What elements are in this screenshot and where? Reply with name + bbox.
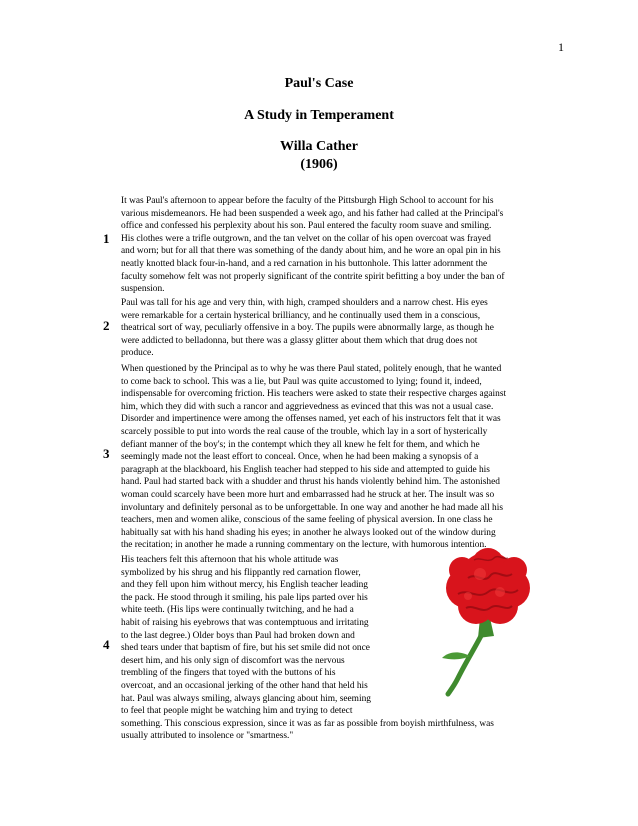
text-line: seemingly made not the least effort to conceal. Once, when he had been making a synopsis of a: [121, 452, 479, 463]
author-name: Willa Cather: [280, 139, 358, 154]
text-line: indispensable for overcoming friction. His teachers were asked to state their respective charges against: [121, 389, 507, 400]
text-line: involuntary and definitely personal as to be unforgettable. In one way and another he had made all his: [121, 502, 503, 513]
text-line: trembling of the fingers that toyed with the buttons of his: [121, 668, 336, 679]
text-line: to feel that people might be watching him and trying to detect: [121, 706, 353, 717]
text-line: office and confessed his perplexity about his son. Paul entered the faculty room suave and smiling.: [121, 221, 492, 232]
text-line: the recitation; in another he made a running commentary on the lecture, with humorous intention.: [121, 540, 487, 551]
text-line: white teeth. (His lips were continually twitching, and he had a: [121, 605, 354, 616]
text-line: theatrical sort of way, peculiarly offensive in a boy. The pupils were abnormally large, as though he: [121, 323, 494, 334]
text-line: something. This conscious expression, since it was as far as possible from boyish mirthfulness, was: [121, 718, 494, 729]
page-number: 1: [558, 40, 564, 54]
text-line: symbolized by his shrug and his flippantly red carnation flower,: [121, 567, 361, 578]
text-line: His teachers felt this afternoon that his whole attitude was: [121, 555, 339, 565]
text-line: and they fell upon him without mercy, his English teacher leading: [121, 580, 368, 591]
text-line: woman could scarcely have been more hurt and embarrassed had he struck at her. The insult was so: [121, 489, 495, 500]
text-line: hat. Paul was always smiling, always glancing about him, seeming: [121, 693, 371, 704]
publication-year: (1906): [300, 157, 338, 172]
text-line: shed tears under that baptism of fire, but his set smile did not once: [121, 643, 370, 654]
text-line: were addicted to belladonna, but there was a glassy glitter about them which that drug does not: [121, 335, 478, 346]
text-line: defiant manner of the boy's; in the contempt which they all knew he felt for them, and which he: [121, 439, 480, 450]
text-line: scarcely possible to put into words the real cause of the trouble, which lay in a sort of hysterically: [121, 426, 488, 437]
paragraph: [121, 195, 567, 296]
paragraph: [121, 363, 567, 552]
paragraph-number: 4: [103, 637, 110, 652]
text-line: suspension.: [121, 284, 165, 295]
text-line: desert him, and his only sign of discomfort was the nervous: [121, 655, 345, 666]
text-line: produce.: [121, 348, 154, 359]
text-line: paragraph at the blackboard, his English teacher had stepped to his side and attempted to guide his: [121, 464, 490, 475]
text-line: Disorder and impertinence were among the offenses named, yet each of his instructors felt that it was: [121, 414, 501, 425]
text-line: habit of raising his eyebrows that was contemptuous and irritating: [121, 617, 369, 628]
text-line: His clothes were a trifle outgrown, and the tan velvet on the collar of his open overcoat was frayed: [121, 233, 491, 244]
text-line: faculty somehow felt was not properly significant of the contrite spirit befitting a boy under the ban of: [121, 271, 505, 282]
text-line: It was Paul's afternoon to appear before the faculty of the Pittsburgh High School to account for his: [121, 196, 494, 206]
text-line: habitually sat with his hand shading his eyes; in another he always looked out of the window during: [121, 527, 496, 538]
paragraph: [121, 297, 567, 360]
text-line: neatly knotted black four-in-hand, and a red carnation in his buttonhole. This latter adornment the: [121, 258, 488, 269]
text-line: When questioned by the Principal as to why he was there Paul stated, politely enough, that he wanted: [121, 364, 502, 374]
paragraph-number: 1: [103, 231, 110, 246]
paragraph-number: 2: [103, 318, 110, 333]
text-line: overcoat, and an occasional jerking of the other hand that held his: [121, 680, 368, 691]
text-line: and worn; but for all that there was something of the dandy about him, and he wore an opal pin in his: [121, 246, 501, 257]
text-line: Paul was tall for his age and very thin, with high, cramped shoulders and a narrow chest. His eyes: [121, 298, 488, 308]
text-line: hand. Paul had started back with a shudder and thrust his hands violently behind him. The astonished: [121, 477, 500, 488]
paragraph-number: 3: [103, 446, 110, 461]
story-title: Paul's Case: [284, 76, 354, 91]
text-line: various misdemeanors. He had been suspended a week ago, and his father had called at the Principal's: [121, 208, 504, 219]
text-line: the pack. He stood through it smiling, his pale lips parted over his: [121, 592, 368, 603]
text-line: him, which they did with such a rancor and aggrievedness as evinced that this was not a usual case.: [121, 401, 494, 412]
text-line: to the last degree.) Older boys than Paul had broken down and: [121, 630, 355, 641]
text-line: were remarkable for a certain hysterical brilliancy, and he continually used them in a conscious,: [121, 310, 481, 321]
story-subtitle: A Study in Temperament: [244, 108, 394, 123]
text-line: teachers, men and women alike, conscious of the same feeling of physical aversion. In one class he: [121, 515, 493, 526]
red-carnation-icon: [428, 548, 546, 698]
text-line: usually attributed to insolence or "smartness.": [121, 731, 294, 742]
text-line: to come back to school. This was a lie, but Paul was quite accustomed to lying; found it, indeed,: [121, 376, 482, 387]
